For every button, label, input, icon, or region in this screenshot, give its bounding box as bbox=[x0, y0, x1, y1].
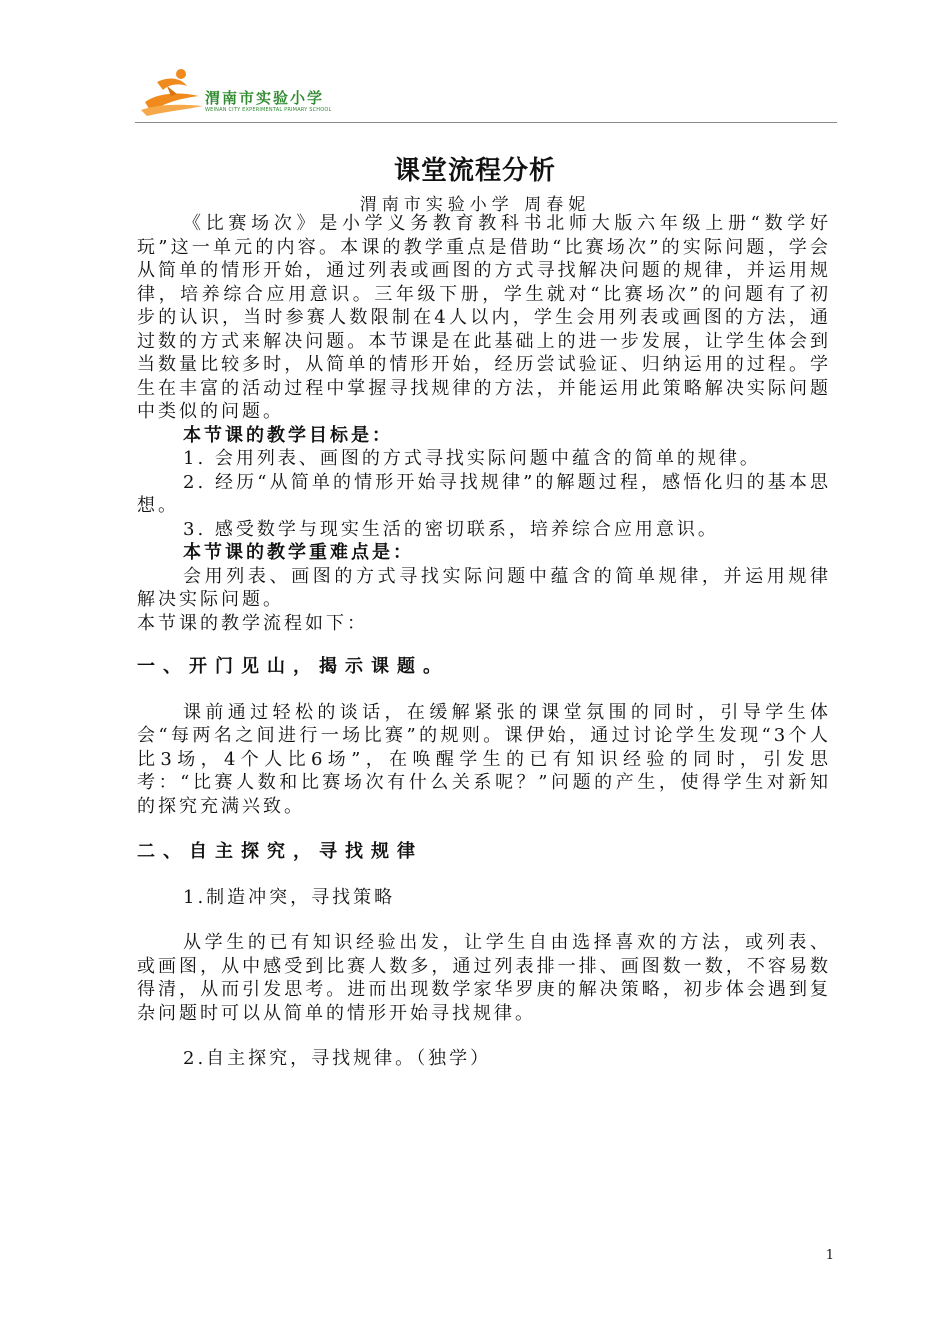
goal-2: 2. 经历“从简单的情形开始寻找规律”的解题过程，感悟化归的基本思想。 bbox=[137, 471, 831, 516]
step-1-heading: 1.制造冲突，寻找策略 bbox=[183, 886, 396, 908]
school-logo-icon bbox=[137, 66, 207, 118]
document-title: 课堂流程分析 bbox=[393, 156, 556, 186]
section-1-heading: 一、开门见山，揭示课题。 bbox=[137, 656, 449, 677]
page-number: 1 bbox=[825, 1248, 834, 1263]
document-body bbox=[137, 212, 831, 1071]
author-line: 渭南市实验小学 周春妮 bbox=[359, 195, 591, 215]
step-1-paragraph: 从学生的已有知识经验出发，让学生自由选择喜欢的方法，或列表、或画图，从中感受到比赛人数多，通过列表排一排、画图数一数，不容易数得清，从而引发思考。进而出现数学家华罗庚的解决策略，初步体会遇到复杂问题时可以从简单的情形开始寻找规律。 bbox=[137, 932, 831, 1024]
intro-paragraph: 《比赛场次》是小学义务教育教科书北师大版六年级上册“数学好玩”这一单元的内容。本课的教学重点是借助“比赛场次”的实际问题，学会从简单的情形开始，通过列表或画图的方式寻找解决问题的规律，并运用规律，培养综合应用意识。三年级下册，学生就对“比赛场次”的问题有了初步的认识，当时参赛人数限制在4人以内，学生会用列表或画图的方法，通过数的方式来解决问题。本节课是在此基础上的进一步发展，让学生体会到当数量比较多时，从简单的情形开始，经历尝试验证、归纳运用的过程。学生在丰富的活动过程中掌握寻找规律的方法，并能运用此策略解决实际问题中类似的问题。 bbox=[137, 213, 831, 422]
goals-heading: 本节课的教学目标是： bbox=[183, 424, 393, 446]
school-name-cn: 渭南市实验小学 bbox=[205, 89, 325, 107]
step-2-heading: 2.自主探究，寻找规律。（独学） bbox=[183, 1048, 492, 1069]
key-points-text: 会用列表、画图的方式寻找实际问题中蕴含的简单规律，并运用规律解决实际问题。 bbox=[137, 565, 831, 610]
section-2-heading: 二、自主探究，寻找规律 bbox=[137, 841, 423, 862]
page-header bbox=[135, 60, 837, 123]
school-name-en: WEINAN CITY EXPERIMENTAL PRIMARY SCHOOL bbox=[205, 107, 332, 113]
key-points-heading: 本节课的教学重难点是： bbox=[183, 542, 414, 563]
goal-3: 3. 感受数学与现实生活的密切联系，培养综合应用意识。 bbox=[183, 518, 719, 540]
flow-intro: 本节课的教学流程如下： bbox=[137, 612, 368, 634]
section-1-paragraph: 课前通过轻松的谈话，在缓解紧张的课堂氛围的同时，引导学生体会“每两名之间进行一场比赛”的规则。课伊始，通过讨论学生发现“3个人比3场，4个人比6场”，在唤醒学生的已有知识经验的同时，引发思考：“比赛人数和比赛场次有什么关系呢？”问题的产生，使得学生对新知的探究充满兴致。 bbox=[137, 701, 831, 817]
goal-1: 1. 会用列表、画图的方式寻找实际问题中蕴含的简单的规律。 bbox=[183, 448, 761, 469]
